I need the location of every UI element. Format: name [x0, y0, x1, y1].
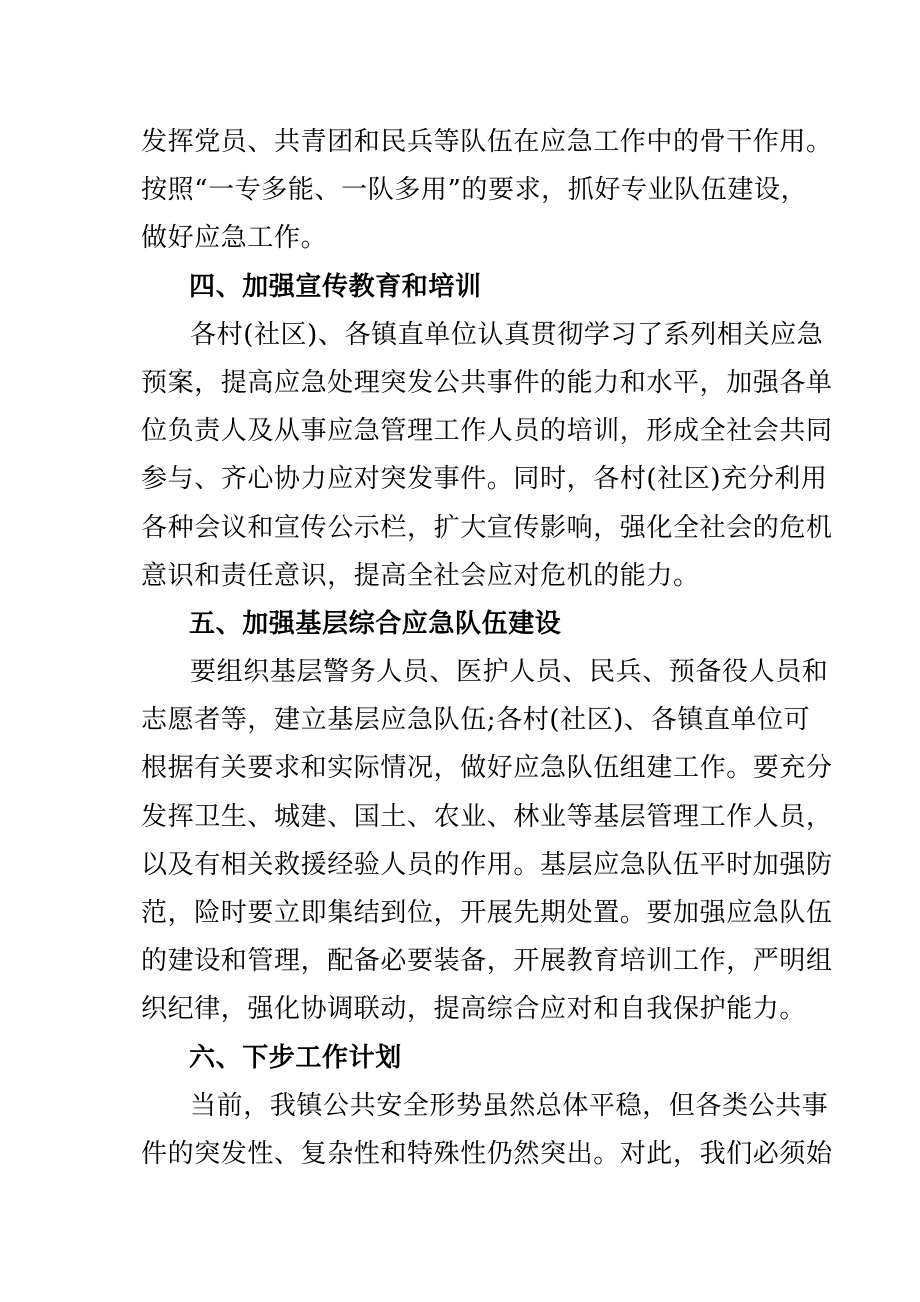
paragraph-line: 当前，我镇公共安全形势虽然总体平稳，但各类公共事 — [190, 1090, 829, 1121]
paragraph-line: 位负责人及从事应急管理工作人员的培训，形成全社会共同 — [141, 416, 833, 447]
paragraph-line: 件的突发性、复杂性和特殊性仍然突出。对此，我们必须始 — [141, 1138, 833, 1169]
paragraph-line: 根据有关要求和实际情况，做好应急队伍组建工作。要充分 — [141, 753, 833, 784]
section-heading-6: 六、下步工作计划 — [189, 1042, 402, 1073]
section-heading-5: 五、加强基层综合应急队伍建设 — [189, 608, 562, 639]
paragraph-line: 志愿者等，建立基层应急队伍;各村(社区)、各镇直单位可 — [141, 705, 811, 736]
paragraph-line: 范，险时要立即集结到位，开展先期处置。要加强应急队伍 — [141, 898, 833, 928]
paragraph-line: 意识和责任意识，提高全社会应对危机的能力。 — [141, 560, 700, 591]
paragraph-line: 参与、齐心协力应对突发事件。同时，各村(社区)充分利用 — [141, 464, 828, 495]
paragraph-line: 各村(社区)、各镇直单位认真贯彻学习了系列相关应急 — [190, 319, 824, 350]
paragraph-line: 以及有相关救援经验人员的作用。基层应急队伍平时加强防 — [141, 849, 833, 880]
document-body — [141, 118, 833, 1178]
paragraph-line: 发挥卫生、城建、国土、农业、林业等基层管理工作人员， — [141, 801, 833, 832]
section-heading-4: 四、加强宣传教育和培训 — [189, 271, 482, 302]
paragraph-line: 的建设和管理，配备必要装备，开展教育培训工作，严明组 — [141, 946, 833, 977]
paragraph-line: 织纪律，强化协调联动，提高综合应对和自我保护能力。 — [141, 994, 807, 1025]
paragraph-line: 要组织基层警务人员、医护人员、民兵、预备役人员和 — [190, 657, 829, 688]
paragraph-line: 按照“一专多能、一队多用”的要求，抓好专业队伍建设， — [141, 175, 808, 206]
paragraph-line: 做好应急工作。 — [141, 223, 328, 254]
paragraph-line: 发挥党员、共青团和民兵等队伍在应急工作中的骨干作用。 — [141, 127, 833, 157]
paragraph-line: 预案，提高应急处理突发公共事件的能力和水平，加强各单 — [141, 367, 833, 398]
paragraph-line: 各种会议和宣传公示栏，扩大宣传影响，强化全社会的危机 — [141, 512, 833, 543]
